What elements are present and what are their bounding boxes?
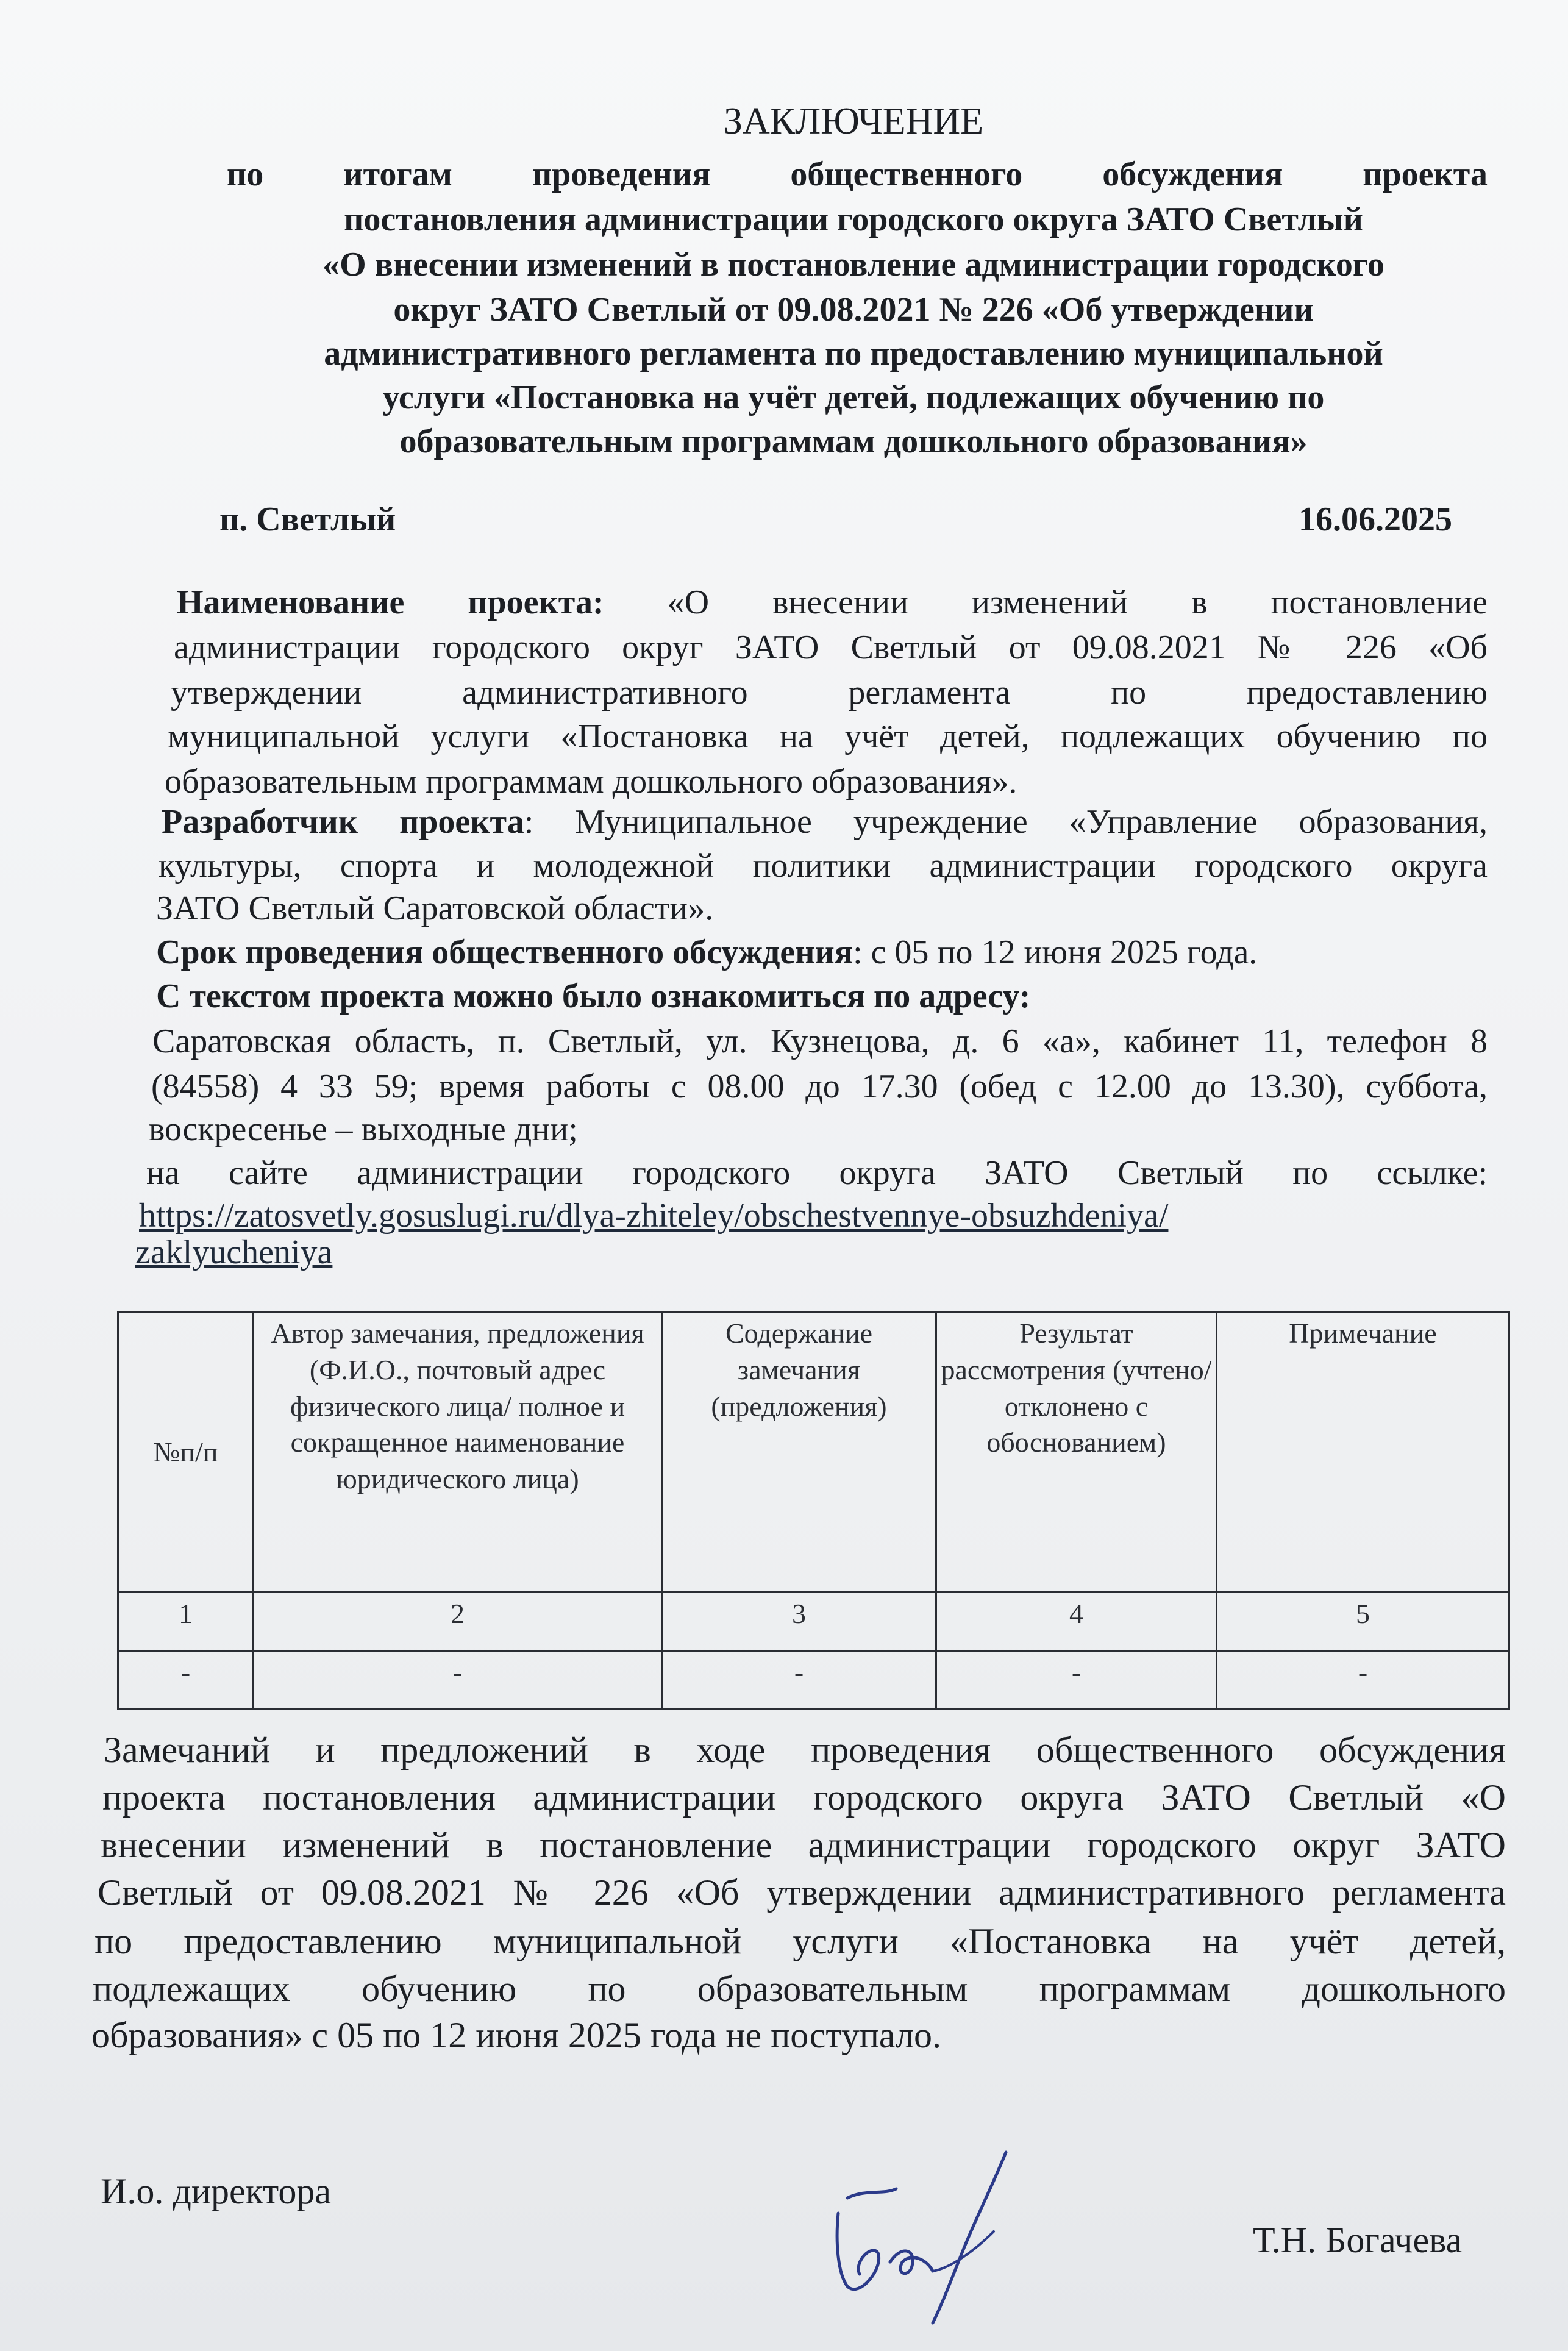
- project-link-part-1[interactable]: https://zatosvetly.gosuslugi.ru/dlya-zhiteley/obschestvennye-obsuzhdeniya/: [139, 1197, 1169, 1235]
- developer-line-3: ЗАТО Светлый Саратовской области».: [156, 890, 714, 927]
- remarks-table: [117, 1311, 1510, 1710]
- address-line-1: Саратовская область, п. Светлый, ул. Кузнецова, д. 6 «а», кабинет 11, телефон 8: [152, 1022, 1488, 1060]
- project-name-line-1: [177, 583, 1488, 622]
- column-number-1: 1: [118, 1593, 254, 1651]
- project-name-line-3: утверждении административного регламента по предоставлению: [171, 674, 1488, 712]
- column-number-3: 3: [662, 1593, 936, 1651]
- developer-label: Разработчик проекта: [162, 803, 524, 841]
- subtitle-line-2: постановления администрации городского округа ЗАТО Светлый: [344, 201, 1363, 238]
- subtitle-line-1: по итогам проведения общественного обсуждения проекта: [227, 155, 1488, 193]
- conclusion-line-4: Светлый от 09.08.2021 № 226 «Об утверждении административного регламента: [98, 1872, 1506, 1913]
- address-label: С текстом проекта можно было ознакомиться по адресу:: [156, 977, 1031, 1015]
- project-name-line-4: муниципальной услуги «Постановка на учёт детей, подлежащих обучению по: [168, 718, 1488, 755]
- cell-dash-1: -: [118, 1651, 254, 1710]
- column-number-5: 5: [1217, 1593, 1509, 1651]
- document-date: 16.06.2025: [1299, 501, 1452, 538]
- signer-name: Т.Н. Богачева: [1253, 2220, 1463, 2260]
- header-number: №п/п: [118, 1312, 254, 1593]
- cell-dash-3: -: [662, 1651, 936, 1710]
- cell-dash-5: -: [1217, 1651, 1509, 1710]
- subtitle-line-6: услуги «Постановка на учёт детей, подлежащих обучению по: [382, 379, 1325, 416]
- table-header-row: [118, 1312, 1509, 1593]
- period-line: [156, 929, 1257, 976]
- subtitle-line-7: образовательным программам дошкольного образования»: [399, 423, 1308, 460]
- header-result: Результат рассмотрения (учтено/ отклонено с обоснованием): [936, 1312, 1217, 1593]
- project-name-label: Наименование проекта:: [177, 583, 604, 621]
- handwritten-signature: [811, 2146, 1030, 2329]
- subtitle-line-5: административного регламента по предоставлению муниципальной: [324, 335, 1383, 373]
- site-line: на сайте администрации городского округа ЗАТО Светлый по ссылке:: [146, 1154, 1488, 1192]
- header-content: Содержание замечания (предложения): [662, 1312, 936, 1593]
- conclusion-line-2: проекта постановления администрации городского округа ЗАТО Светлый «О: [102, 1777, 1506, 1818]
- period-label: Срок проведения общественного обсуждения: [156, 933, 853, 971]
- column-number-2: 2: [254, 1593, 662, 1651]
- cell-dash-4: -: [936, 1651, 1217, 1710]
- conclusion-line-6: подлежащих обучению по образовательным программам дошкольного: [93, 1969, 1506, 2009]
- column-number-4: 4: [936, 1593, 1217, 1651]
- developer-line-1: [162, 802, 1488, 841]
- conclusion-line-1: Замечаний и предложений в ходе проведения общественного обсуждения: [104, 1730, 1506, 1770]
- signer-role: И.о. директора: [101, 2171, 332, 2211]
- cell-dash-2: -: [254, 1651, 662, 1710]
- header-note: Примечание: [1217, 1312, 1509, 1593]
- table-row: [118, 1651, 1509, 1710]
- header-author: Автор замечания, предложения (Ф.И.О., почтовый адрес физического лица/ полное и сокращенное наименование юридического лица): [254, 1312, 662, 1593]
- project-name-line-2: администрации городского округ ЗАТО Светлый от 09.08.2021 № 226 «Об: [174, 629, 1488, 666]
- conclusion-line-5: по предоставлению муниципальной услуги «Постановка на учёт детей,: [94, 1921, 1506, 1961]
- subtitle-line-3: «О внесении изменений в постановление администрации городского: [323, 246, 1384, 284]
- project-name-line-5: образовательным программам дошкольного образования».: [165, 763, 1017, 801]
- address-line-3: воскресенье – выходные дни;: [149, 1110, 578, 1148]
- project-link-part-2[interactable]: zaklyucheniya: [135, 1233, 333, 1271]
- period-value: : с 05 по 12 июня 2025 года.: [853, 933, 1258, 971]
- table-number-row: [118, 1593, 1509, 1651]
- developer-line-2: культуры, спорта и молодежной политики администрации городского округа: [159, 847, 1488, 885]
- document-place: п. Светлый: [219, 501, 396, 538]
- subtitle-line-4: округ ЗАТО Светлый от 09.08.2021 № 226 «Об утверждении: [393, 291, 1314, 329]
- document-heading: ЗАКЛЮЧЕНИЕ: [723, 101, 984, 142]
- conclusion-line-3: внесении изменений в постановление администрации городского округ ЗАТО: [101, 1825, 1506, 1865]
- project-name-text: «О внесении изменений в постановление: [604, 583, 1488, 621]
- conclusion-line-7: образования» с 05 по 12 июня 2025 года не поступало.: [91, 2015, 942, 2055]
- developer-text: : Муниципальное учреждение «Управление образования,: [524, 803, 1488, 841]
- address-line-2: (84558) 4 33 59; время работы с 08.00 до 17.30 (обед с 12.00 до 13.30), суббота,: [151, 1068, 1488, 1105]
